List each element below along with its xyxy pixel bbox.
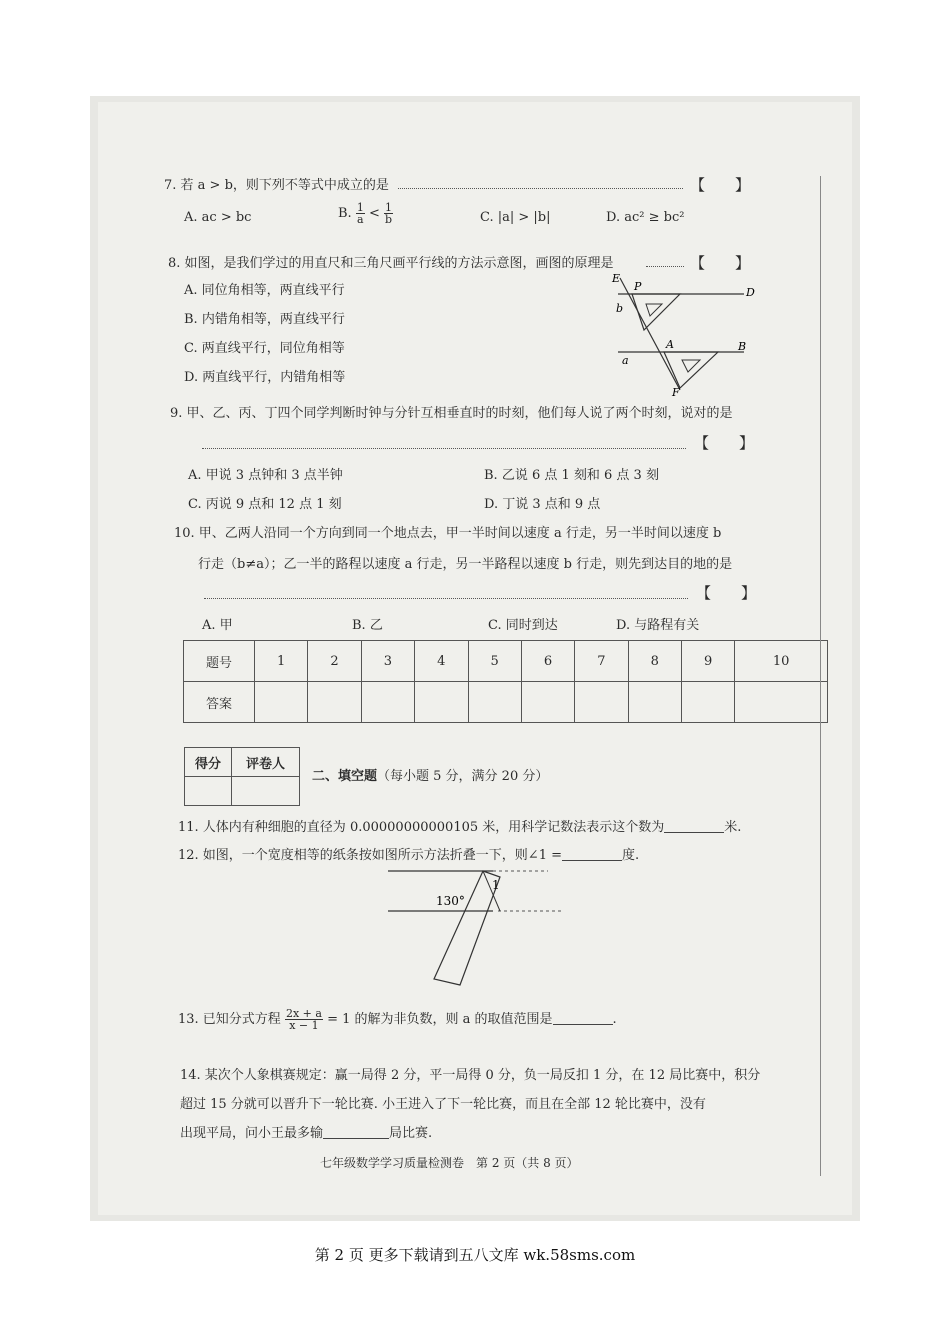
answer-cell[interactable] xyxy=(255,682,308,723)
q13-end: . xyxy=(612,1012,617,1027)
q8-label-a-point: A xyxy=(666,338,674,351)
answer-table-number: 1 xyxy=(255,641,308,682)
sheet-edge-line xyxy=(820,176,821,1176)
q13-suffix: = 1 的解为非负数，则 a 的取值范围是 xyxy=(327,1012,553,1027)
answer-cell[interactable] xyxy=(308,682,361,723)
q8-label-b-line: b xyxy=(616,302,624,315)
q7-option-a: A. ac > bc xyxy=(184,210,252,225)
q13-prefix: 13. 已知分式方程 xyxy=(178,1012,281,1027)
q10-dots xyxy=(204,598,688,599)
answer-cell[interactable] xyxy=(361,682,414,723)
section2-note: （每小题 5 分，满分 20 分） xyxy=(377,769,549,784)
answer-cell[interactable] xyxy=(682,682,735,723)
q10-option-c: C. 同时到达 xyxy=(488,618,558,633)
q8-label-p: P xyxy=(634,280,642,293)
q7-option-c: C. |a| > |b| xyxy=(480,210,551,225)
q9-option-b: B. 乙说 6 点 1 刻和 6 点 3 刻 xyxy=(484,468,659,483)
answer-table-row-header: 题号 xyxy=(184,641,255,682)
q7-stem: 7. 若 a > b，则下列不等式中成立的是 xyxy=(164,178,389,193)
answer-table-row-header: 答案 xyxy=(184,682,255,723)
q10-option-d: D. 与路程有关 xyxy=(616,618,700,633)
q8-option-b: B. 内错角相等，两直线平行 xyxy=(184,312,345,327)
q14-line1: 14. 某次个人象棋赛规定：赢一局得 2 分，平一局得 0 分，负一局反扣 1 分，在 12 局比赛中，积分 xyxy=(180,1068,761,1083)
q9-option-d: D. 丁说 3 点和 9 点 xyxy=(484,497,601,512)
q12-angle-1-label: 1 xyxy=(492,878,500,892)
q8-option-d: D. 两直线平行，内错角相等 xyxy=(184,370,346,385)
section2-title: 二、填空题 xyxy=(312,769,378,784)
score-box-grader-cell[interactable] xyxy=(231,777,299,806)
q12 xyxy=(178,844,639,863)
exam-sheet xyxy=(98,102,852,1215)
q11-unit: 米. xyxy=(724,820,742,835)
score-box-score-cell[interactable] xyxy=(185,777,232,806)
answer-cell[interactable] xyxy=(735,682,828,723)
answer-table-number: 3 xyxy=(361,641,414,682)
q10-option-b: B. 乙 xyxy=(352,618,383,633)
q10-option-a: A. 甲 xyxy=(202,618,233,633)
q14-line3 xyxy=(180,1122,432,1141)
scanned-photo xyxy=(90,96,860,1221)
q7-bracket: 【 】 xyxy=(690,176,751,194)
q13-fraction: $\frac{2x + a}{x - 1}$ xyxy=(285,1007,322,1032)
q8-parallel-figure xyxy=(608,272,758,398)
score-box-score-label: 得分 xyxy=(185,748,232,777)
q11 xyxy=(178,816,741,835)
q8-label-f: F xyxy=(672,386,680,398)
q14-line3-end: 局比赛. xyxy=(389,1126,433,1141)
q11-answer-blank[interactable] xyxy=(664,831,724,833)
answer-cell[interactable] xyxy=(521,682,574,723)
q8-option-c: C. 两直线平行，同位角相等 xyxy=(184,341,345,356)
q11-text: 11. 人体内有种细胞的直径为 0.00000000000105 米，用科学记数法表示这个数为 xyxy=(178,820,665,835)
q12-text: 12. 如图，一个宽度相等的纸条按如图所示方法折叠一下，则∠1 = xyxy=(178,848,562,863)
answer-table xyxy=(183,640,828,723)
answer-table-number: 5 xyxy=(468,641,521,682)
q9-option-c: C. 丙说 9 点和 12 点 1 刻 xyxy=(188,497,342,512)
score-box-grader-label: 评卷人 xyxy=(231,748,299,777)
q9-stem: 9. 甲、乙、丙、丁四个同学判断时钟与分针互相垂直时的时刻，他们每人说了两个时刻，说对的是 xyxy=(170,406,733,421)
sheet-page-footer: 七年级数学学习质量检测卷 第 2 页（共 8 页） xyxy=(320,1156,579,1170)
q8-dots xyxy=(646,266,684,267)
q9-option-a: A. 甲说 3 点钟和 3 点半钟 xyxy=(188,468,343,483)
answer-table-number: 10 xyxy=(735,641,828,682)
answer-table-answer-row xyxy=(184,682,828,723)
answer-cell[interactable] xyxy=(575,682,628,723)
answer-table-number: 8 xyxy=(628,641,681,682)
q10-bracket: 【 】 xyxy=(696,584,757,602)
q12-answer-blank[interactable] xyxy=(562,859,622,861)
q10-stem-line2: 行走（b≠a）；乙一半的路程以速度 a 行走，另一半路程以速度 b 行走，则先到达目的地的是 xyxy=(198,557,733,572)
bottom-caption: 第 2 页 更多下载请到五八文库 wk.58sms.com xyxy=(314,1246,636,1264)
q7-dots xyxy=(398,188,683,189)
q14-answer-blank[interactable] xyxy=(323,1137,389,1139)
section2-heading xyxy=(312,765,548,784)
q7-option-d: D. ac² ≥ bc² xyxy=(606,210,685,225)
q13 xyxy=(178,1008,617,1031)
answer-table-number: 9 xyxy=(682,641,735,682)
answer-table-number-row xyxy=(184,641,828,682)
q8-label-e: E xyxy=(612,272,621,285)
answer-table-number: 4 xyxy=(415,641,468,682)
q8-label-b-point: B xyxy=(738,340,747,353)
answer-cell[interactable] xyxy=(415,682,468,723)
q8-option-a: A. 同位角相等，两直线平行 xyxy=(184,283,345,298)
answer-table-number: 7 xyxy=(575,641,628,682)
q8-bracket: 【 】 xyxy=(690,254,751,272)
q8-label-a-line: a xyxy=(622,354,629,367)
q8-label-d: D xyxy=(746,286,755,299)
answer-table-number: 6 xyxy=(521,641,574,682)
answer-cell[interactable] xyxy=(628,682,681,723)
answer-cell[interactable] xyxy=(468,682,521,723)
q12-angle-label: 130° xyxy=(436,894,465,908)
q9-bracket: 【 】 xyxy=(694,434,755,452)
q12-folded-strip-figure xyxy=(388,867,588,997)
q10-stem-line1: 10. 甲、乙两人沿同一个方向到同一个地点去，甲一半时间以速度 a 行走，另一半时间以速度 b xyxy=(174,526,722,541)
answer-table-number: 2 xyxy=(308,641,361,682)
q7-option-b: B. $\frac{1}{a}$ < $\frac{1}{b}$ xyxy=(338,201,393,226)
q9-dots xyxy=(202,448,686,449)
score-box xyxy=(184,747,300,806)
q12-unit: 度. xyxy=(622,848,640,863)
q14-line2: 超过 15 分就可以晋升下一轮比赛. 小王进入了下一轮比赛，而且在全部 12 轮比赛中，没有 xyxy=(180,1097,706,1112)
q14-line3-start: 出现平局，问小王最多输 xyxy=(180,1126,324,1141)
q13-answer-blank[interactable] xyxy=(553,1023,613,1025)
q8-stem: 8. 如图，是我们学过的用直尺和三角尺画平行线的方法示意图，画图的原理是 xyxy=(168,256,614,271)
